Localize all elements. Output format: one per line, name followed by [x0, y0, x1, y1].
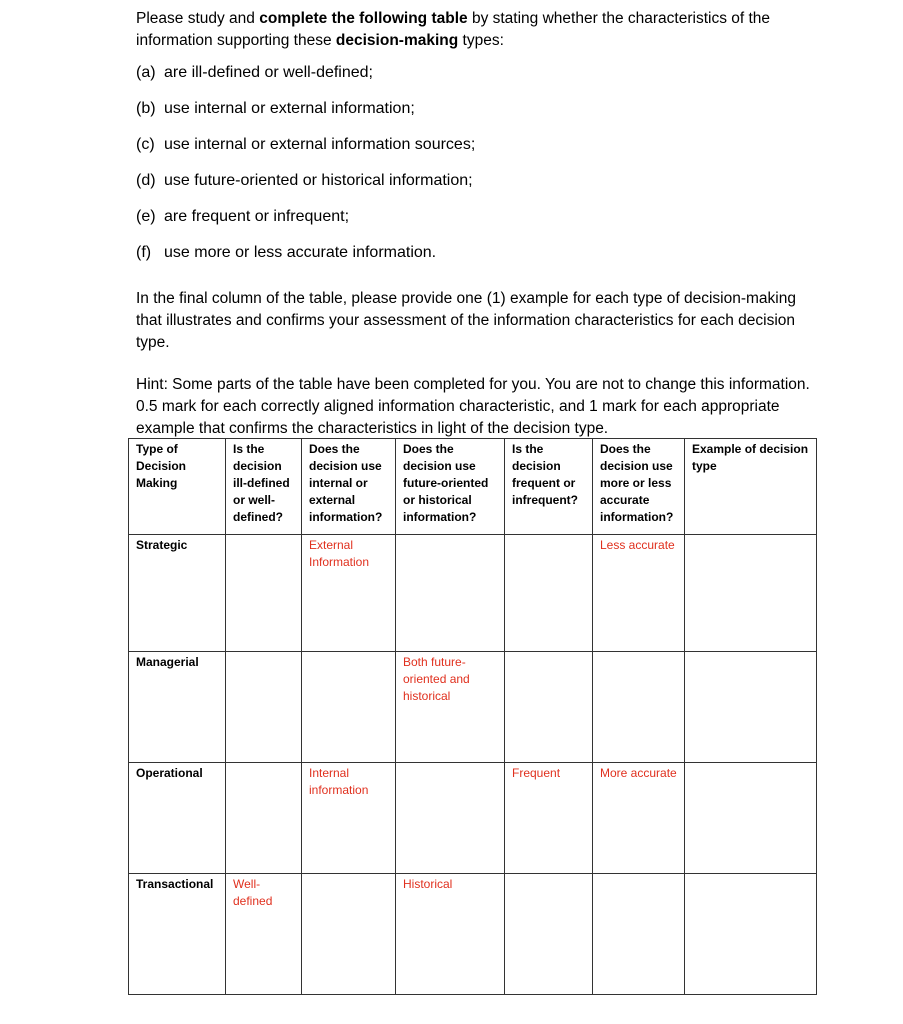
criterion-item — [136, 62, 816, 98]
hint-paragraph: Hint: Some parts of the table have been completed for you. You are not to change this information. 0.5 mark for each correctly aligned information characteristic, and 1 mark for each appropriate example that confirms the characteristics in light of the decision type. — [136, 376, 810, 437]
criterion-label: (f) — [136, 244, 152, 261]
intro-bold-2: decision-making — [335, 32, 459, 49]
criterion-label: (a) — [136, 64, 156, 81]
header-example: Example of decision type — [685, 439, 817, 535]
intro-text-2: by stating whether the characteristics of the information supporting these — [136, 10, 771, 49]
cell-source[interactable] — [302, 652, 396, 763]
cell-frequency[interactable] — [505, 535, 593, 652]
header-type: Type of Decision Making — [129, 439, 226, 535]
cell-accuracy[interactable] — [593, 874, 685, 995]
criterion-text: use future-oriented or historical information; — [164, 172, 473, 189]
cell-frequency[interactable] — [505, 874, 593, 995]
criterion-label: (c) — [136, 136, 155, 153]
criterion-text: use internal or external information sources; — [164, 136, 476, 153]
cell-orientation[interactable] — [396, 763, 505, 874]
criterion-item — [136, 206, 816, 242]
table-row — [129, 535, 817, 652]
cell-defined[interactable] — [226, 652, 302, 763]
header-accuracy: Does the decision use more or less accurate information? — [593, 439, 685, 535]
decision-characteristics-table — [128, 438, 817, 995]
criterion-label: (b) — [136, 100, 156, 117]
row-label-strategic: Strategic — [129, 535, 226, 652]
criterion-text: are frequent or infrequent; — [164, 208, 350, 225]
criterion-item — [136, 170, 816, 206]
intro-bold-1: complete the following table — [259, 10, 468, 27]
cell-orientation[interactable] — [396, 535, 505, 652]
criterion-text: use internal or external information; — [164, 100, 415, 117]
cell-orientation[interactable]: Historical — [396, 874, 505, 995]
cell-frequency[interactable]: Frequent — [505, 763, 593, 874]
row-label-transactional: Transactional — [129, 874, 226, 995]
table-row — [129, 763, 817, 874]
cell-example[interactable] — [685, 652, 817, 763]
final-column-instruction: In the final column of the table, please provide one (1) example for each type of decision-making that illustrates and confirms your assessment of the information characteristics for each decision type. — [136, 290, 796, 351]
table-row — [129, 874, 817, 995]
cell-example[interactable] — [685, 763, 817, 874]
criterion-item — [136, 242, 816, 278]
criterion-text: use more or less accurate information. — [164, 244, 437, 261]
cell-frequency[interactable] — [505, 652, 593, 763]
cell-orientation[interactable]: Both future-oriented and historical — [396, 652, 505, 763]
criterion-item — [136, 134, 816, 170]
criterion-item — [136, 98, 816, 134]
cell-defined[interactable]: Well-defined — [226, 874, 302, 995]
criterion-text: are ill-defined or well-defined; — [164, 64, 373, 81]
header-orientation: Does the decision use future-oriented or historical information? — [396, 439, 505, 535]
header-frequency: Is the decision frequent or infrequent? — [505, 439, 593, 535]
cell-example[interactable] — [685, 535, 817, 652]
table-row — [129, 652, 817, 763]
cell-defined[interactable] — [226, 535, 302, 652]
cell-source[interactable]: External Information — [302, 535, 396, 652]
table-header-row — [129, 439, 817, 535]
instructions — [136, 8, 816, 440]
cell-defined[interactable] — [226, 763, 302, 874]
cell-source[interactable] — [302, 874, 396, 995]
header-source: Does the decision use internal or external information? — [302, 439, 396, 535]
cell-source[interactable]: Internal information — [302, 763, 396, 874]
cell-accuracy[interactable]: More accurate — [593, 763, 685, 874]
cell-accuracy[interactable]: Less accurate — [593, 535, 685, 652]
criterion-label: (e) — [136, 208, 156, 225]
cell-example[interactable] — [685, 874, 817, 995]
criterion-label: (d) — [136, 172, 156, 189]
row-label-operational: Operational — [129, 763, 226, 874]
intro-paragraph — [136, 8, 816, 52]
cell-accuracy[interactable] — [593, 652, 685, 763]
intro-text-1: Please study and — [136, 10, 260, 27]
header-defined: Is the decision ill-defined or well-defined? — [226, 439, 302, 535]
intro-text-3: types: — [458, 32, 504, 49]
row-label-managerial: Managerial — [129, 652, 226, 763]
